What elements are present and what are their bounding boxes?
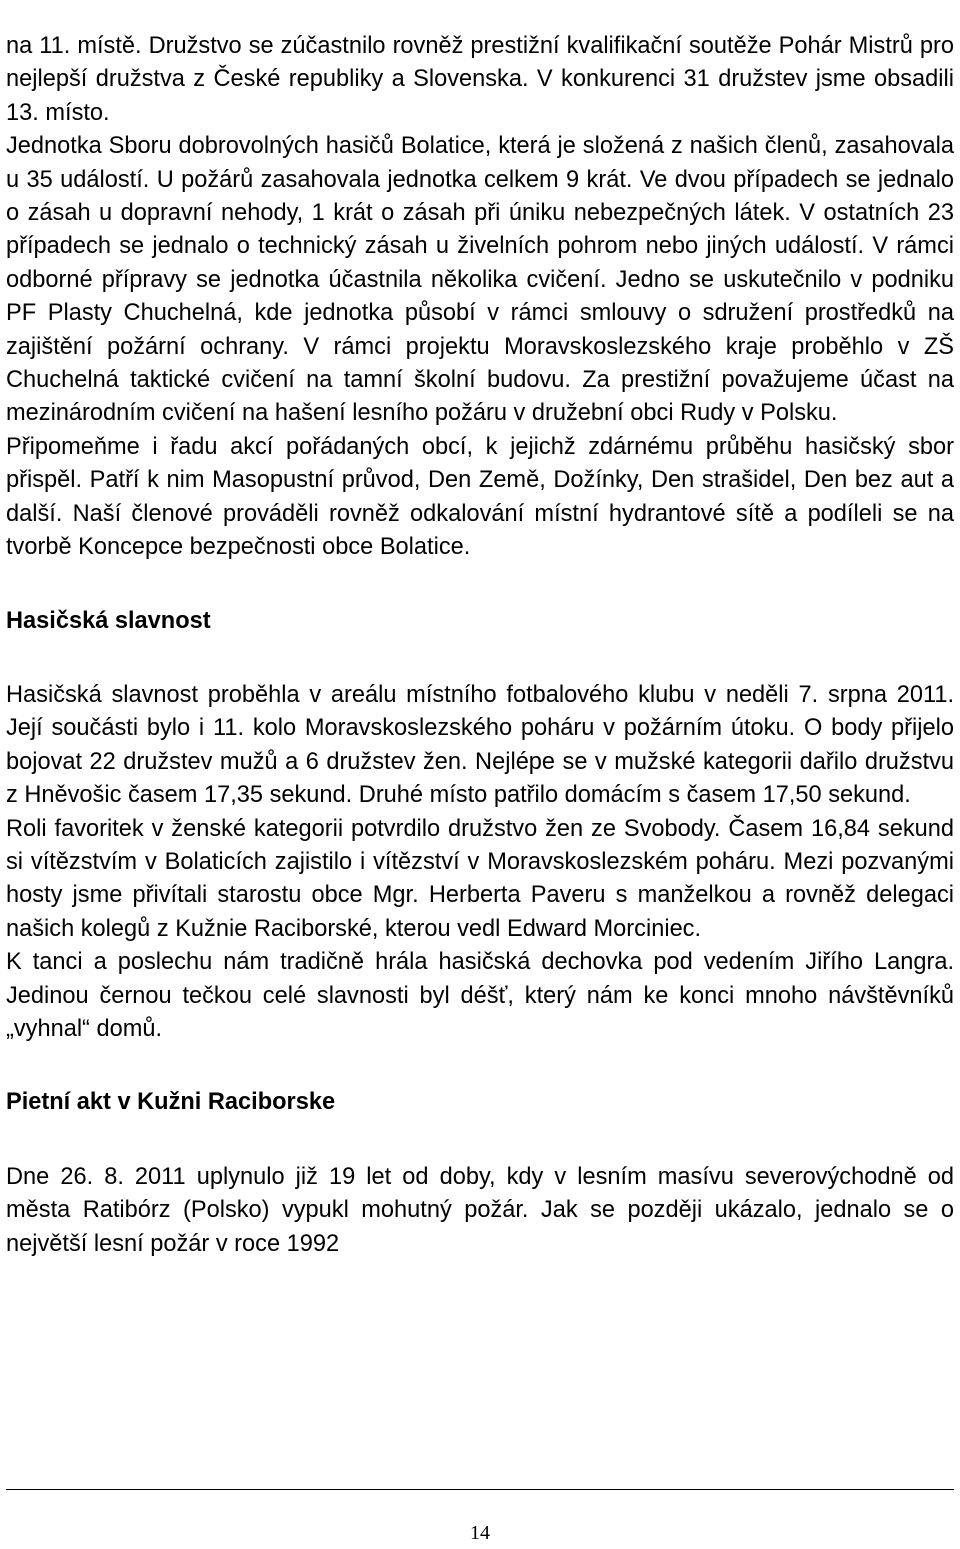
paragraph-competition-results: na 11. místě. Družstvo se zúčastnilo rovněž prestižní kvalifikační soutěže Pohár Mistrů pro nejlepší družstva z České republiky a Slovenska. V konkurenci 31 družstev jsme obsadili 13. místo.: [6, 33, 954, 126]
section-firefighter-festival: [6, 605, 954, 1047]
page-number: 14: [470, 1522, 490, 1544]
paragraph-festival-women: Roli favoritek v ženské kategorii potvrdilo družstvo žen ze Svobody. Časem 16,84 sekund si vítězstvím v Bolaticích zajistilo i vítězství v Moravskoslezském poháru. Mezi pozvanými hosty jsme přivítali starostu obce Mgr. Herberta Paveru s manželkou a rovněž delegaci našich kolegů z Kužnie Raciborské, kterou vedl Edward Morciniec.: [6, 815, 954, 942]
paragraph-memorial-text: Dne 26. 8. 2011 uplynulo již 19 let od doby, kdy v lesním masívu severovýchodně od města Ratibórz (Polsko) vypukl mohutný požár. Jak se později ukázalo, jednalo se o největší lesní požár v roce 1992: [6, 1163, 954, 1257]
section-heading: Hasičská slavnost: [6, 607, 211, 634]
section-memorial: [6, 1086, 954, 1261]
paragraph-unit-interventions: Jednotka Sboru dobrovolných hasičů Bolatice, která je složená z našich členů, zasahovala u 35 událostí. U požárů zasahovala jednotka celkem 9 krát. Ve dvou případech se jednalo o zásah u dopravní nehody, 1 krát o zásah při úniku nebezpečných látek. V ostatních 23 případech se jednalo o technický zásah u živelních pohrom nebo jiných událostí. V rámci odborné přípravy se jednotka účastnila několika cvičení. Jedno se uskutečnilo v podniku PF Plasty Chuchelná, kde jednotka působí v rámci smlouvy o sdružení prostředků na zajištění požární ochrany. V rámci projektu Moravskoslezského kraje proběhlo v ZŠ Chuchelná taktické cvičení na tamní školní budovu. Za prestižní považujeme účast na mezinárodním cvičení na hašení lesního požáru v družební obci Rudy v Polsku.: [6, 133, 954, 427]
paragraph-municipal-events: Připomeňme i řadu akcí pořádaných obcí, k jejichž zdárnému průběhu hasičský sbor přispěl. Patří k nim Masopustní průvod, Den Země, Dožínky, Den strašidel, Den bez aut a další. Naší členové prováděli rovněž odkalování místní hydrantové sítě a podíleli se na tvorbě Koncepce bezpečnosti obce Bolatice.: [6, 433, 954, 561]
intro-block: [6, 30, 954, 565]
document-page: [6, 30, 954, 1261]
section-heading: Pietní akt v Kužni Raciborske: [6, 1089, 336, 1116]
footer-divider: [6, 1489, 954, 1490]
paragraph-festival-results: Hasičská slavnost proběhla v areálu místního fotbalového klubu v neděli 7. srpna 2011. Její součásti bylo i 11. kolo Moravskoslezského poháru v požárním útoku. O body přijelo bojovat 22 družstev mužů a 6 družstev žen. Nejlépe se v mužské kategorii dařilo družstvu z Hněvošic časem 17,35 sekund. Druhé místo patřilo domácím s časem 17,50 sekund.: [6, 681, 954, 809]
paragraph-festival-music: K tanci a poslechu nám tradičně hrála hasičská dechovka pod vedením Jiřího Langra. Jedinou černou tečkou celé slavnosti byl déšť, který nám ke konci mnoho návštěvníků „vyhnal“ domů.: [6, 949, 954, 1042]
